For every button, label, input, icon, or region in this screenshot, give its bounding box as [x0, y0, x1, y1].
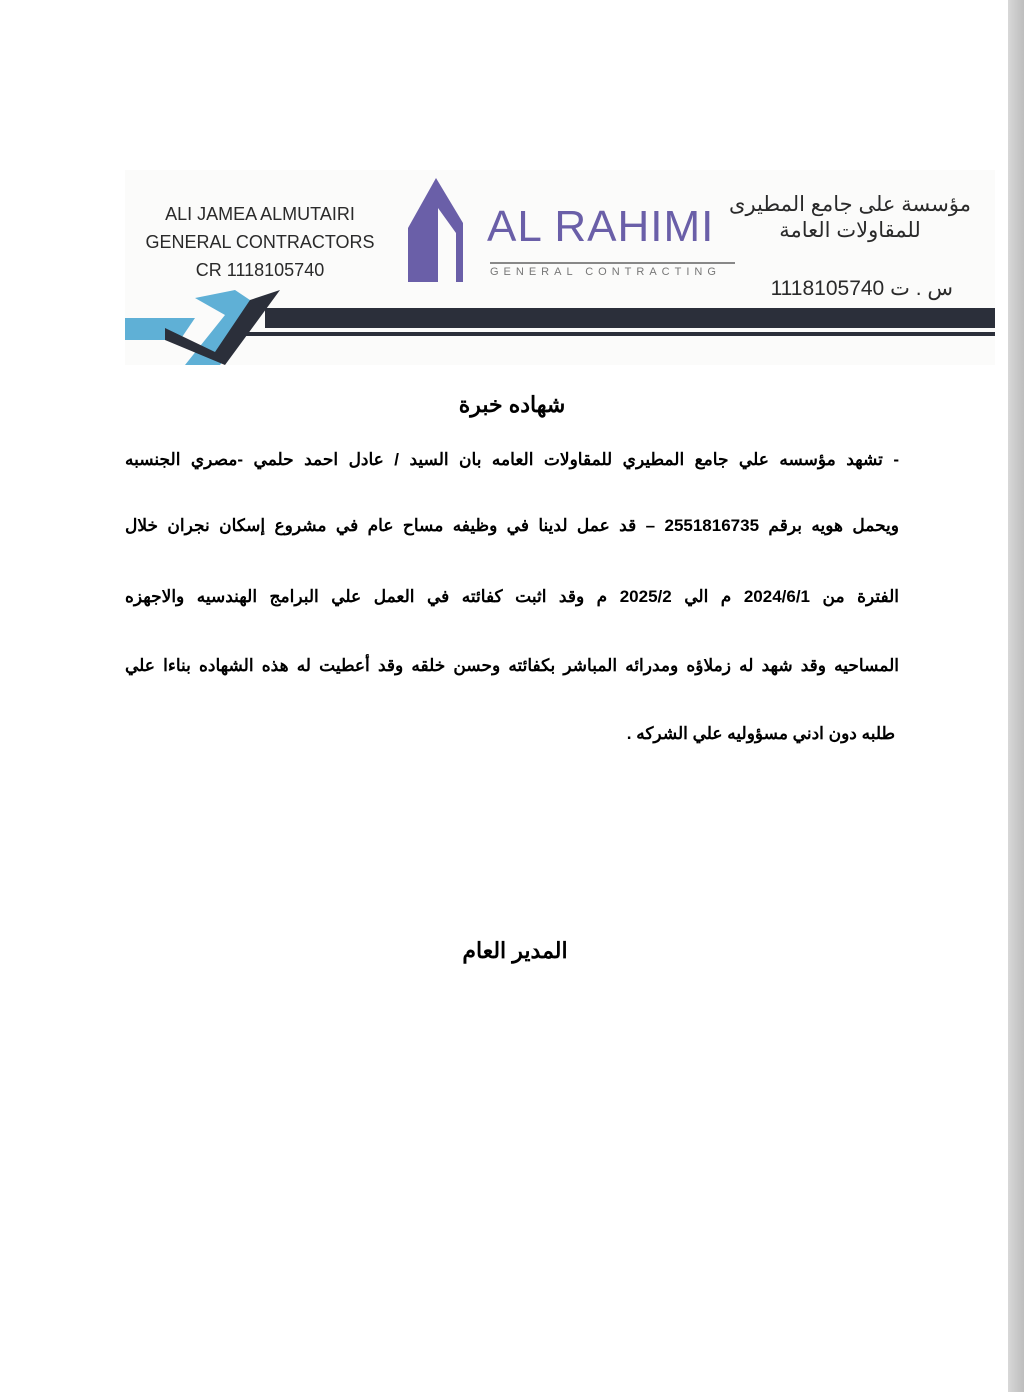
- page-edge: [1008, 0, 1024, 1392]
- document-title: شهاده خبرة: [458, 392, 566, 417]
- signature-title: المدير العام: [462, 938, 568, 963]
- body-line-4: المساحيه وقد شهد له زملاؤه ومدرائه المباشر بكفائته وحسن خلقه وقد أعطيت له هذه الشهاده بناءا علي: [125, 656, 899, 675]
- company-name-en: ALI JAMEA ALMUTAIRI: [165, 204, 355, 224]
- body-line-3: الفترة من 2024/6/1 م الي 2025/2 م وقد اثبت كفائته في العمل علي البرامج الهندسيه والاجهزه: [125, 587, 899, 606]
- company-type-en: GENERAL CONTRACTORS: [145, 232, 375, 252]
- building-logo-icon: [408, 178, 488, 282]
- body-line-1: - تشهد مؤسسه علي جامع المطيري للمقاولات العامه بان السيد / عادل احمد حلمي -مصري الجنسبه: [125, 450, 899, 469]
- company-cr-ar: س . ت 1118105740: [770, 277, 953, 300]
- letterhead-arabic: [715, 192, 985, 244]
- logo-divider: [490, 262, 735, 264]
- letterhead: [125, 170, 995, 365]
- letterhead-english: [135, 200, 385, 284]
- company-type-ar: للمقاولات العامة: [779, 219, 921, 242]
- letterhead-stripes: [125, 280, 995, 365]
- logo-name: AL RAHIMI: [487, 202, 715, 251]
- body-line-5: طلبه دون ادني مسؤوليه علي الشركه .: [626, 724, 895, 743]
- logo-subtitle: GENERAL CONTRACTING: [490, 266, 721, 278]
- company-name-ar: مؤسسة على جامع المطيرى: [729, 193, 971, 216]
- company-cr-en: CR 1118105740: [195, 260, 325, 280]
- body-line-2: ويحمل هويه برقم 2551816735 – قد عمل لدينا في وظيفه مساح عام في مشروع إسكان نجران خلال: [125, 516, 899, 535]
